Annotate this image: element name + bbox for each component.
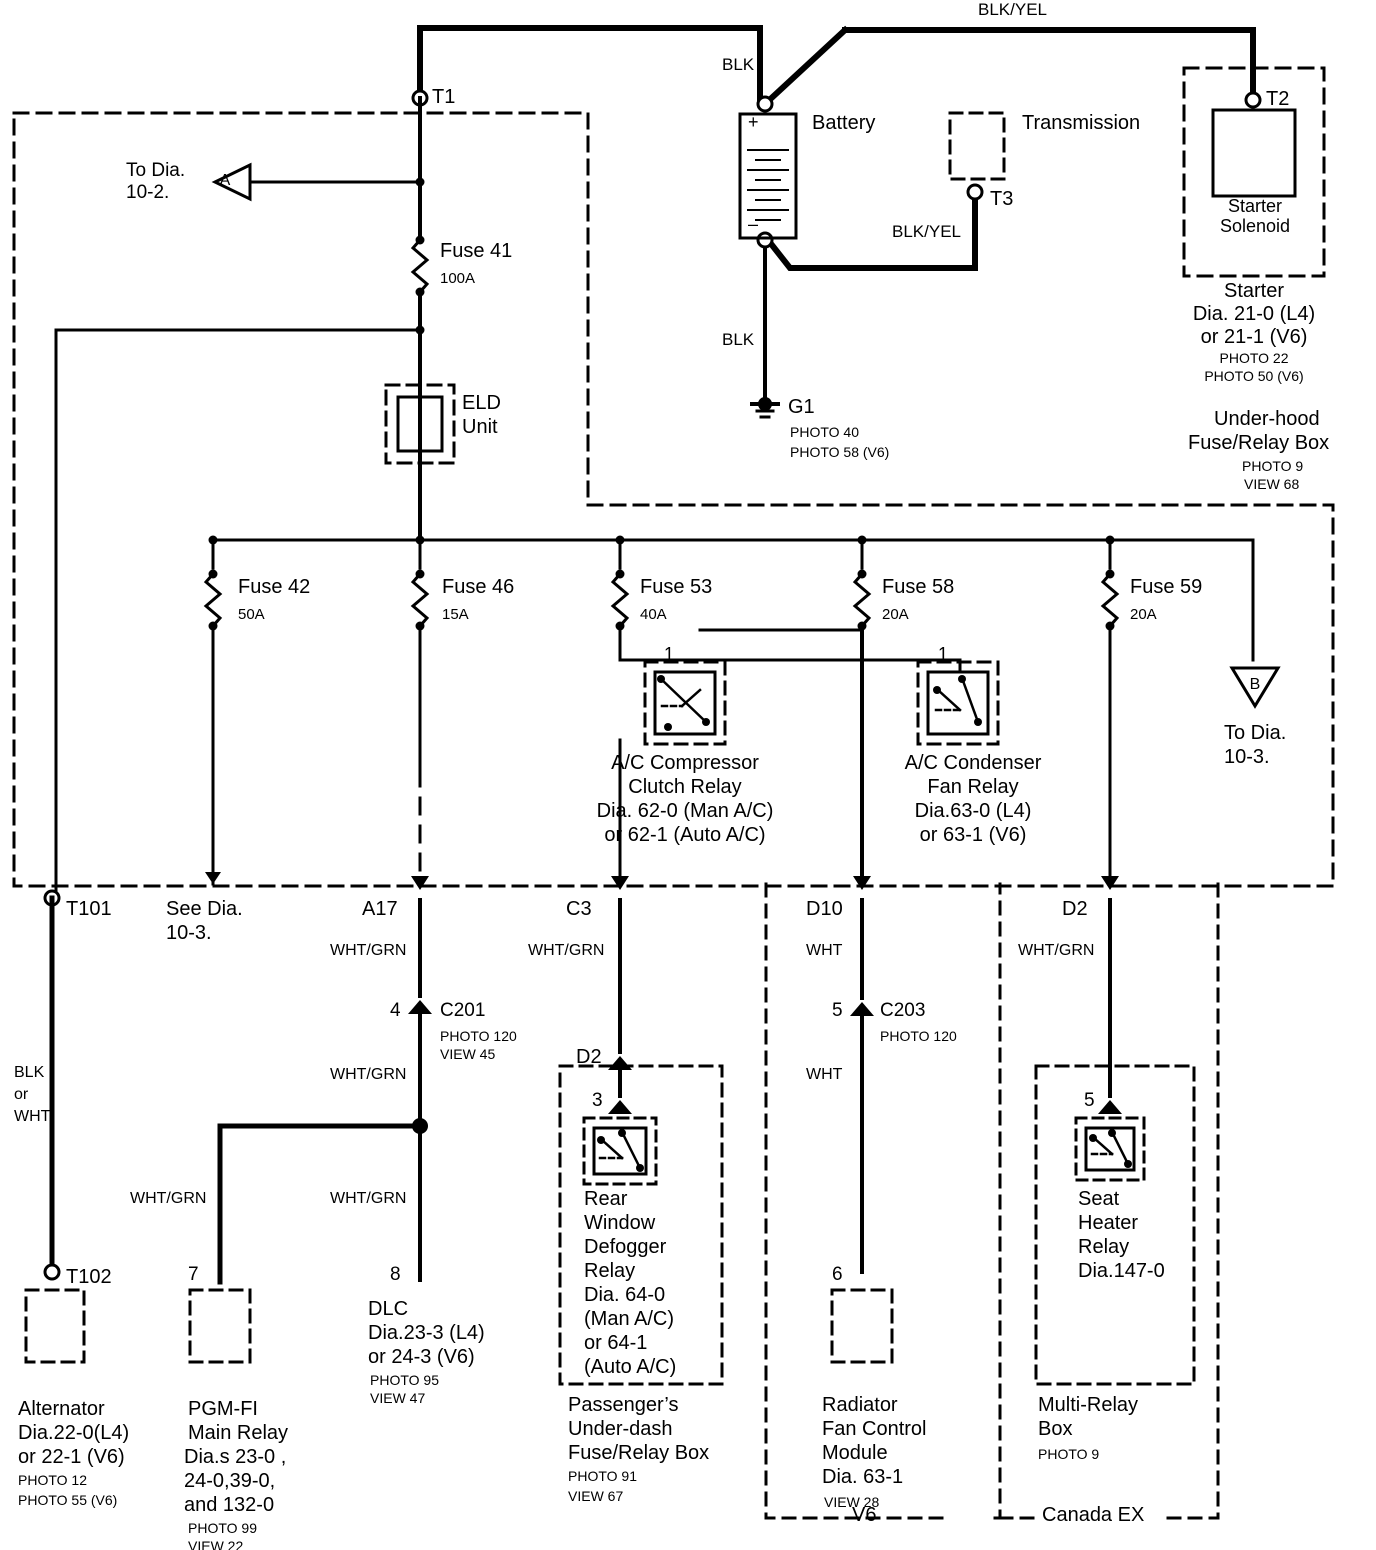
ac-condenser-relay-line1: A/C Condenser <box>904 752 1042 774</box>
to-dia-a-marker: A <box>219 172 231 189</box>
underhood-box-line1: Under-hood <box>1214 408 1320 430</box>
multi-relay-photo: PHOTO 9 <box>1038 1446 1100 1462</box>
rear-defogger-line1: Rear <box>584 1188 628 1210</box>
passenger-box-line3: Fuse/Relay Box <box>568 1442 710 1464</box>
fuse-53-rating: 40A <box>640 606 667 623</box>
node-t101: T101 <box>66 898 112 920</box>
alternator-line3: or 22-1 (V6) <box>18 1446 125 1468</box>
rear-defogger-line4: Relay <box>584 1260 636 1282</box>
c203-photo: PHOTO 120 <box>880 1028 957 1044</box>
c203-name: C203 <box>880 1000 926 1021</box>
radiator-fan-view: VIEW 28 <box>824 1494 880 1510</box>
underhood-box-line2: Fuse/Relay Box <box>1188 432 1330 454</box>
battery-label: Battery <box>812 112 876 134</box>
pgmfi-pin: 7 <box>188 1264 199 1285</box>
to-dia-b-marker: B <box>1249 676 1261 693</box>
starter-caption-line2: Dia. 21-0 (L4) <box>1192 303 1316 325</box>
wire-label-d10-low: WHT <box>806 1066 843 1083</box>
wire-label-d2: WHT/GRN <box>1018 942 1095 959</box>
eld-line1: ELD <box>462 392 501 414</box>
dlc-photo: PHOTO 95 <box>370 1372 439 1388</box>
wire-label-t101-2: or <box>14 1086 29 1103</box>
battery-minus-sign: – <box>748 214 759 234</box>
fuse-59-name: Fuse 59 <box>1130 576 1203 598</box>
wire-label-blk-yel-top: BLK/YEL <box>978 0 1047 19</box>
fuse-41-rating: 100A <box>440 270 476 287</box>
dlc-view: VIEW 47 <box>370 1390 426 1406</box>
dlc-line3: or 24-3 (V6) <box>368 1346 475 1368</box>
to-dia-a-line2: 10-2. <box>126 182 170 203</box>
ac-condenser-relay-pin: 1 <box>938 644 949 664</box>
ground-label-g1: G1 <box>788 396 815 418</box>
fuse-46-rating: 15A <box>442 606 469 623</box>
radiator-fan-line4: Dia. 63-1 <box>822 1466 904 1488</box>
node-c3: C3 <box>566 898 592 920</box>
wire-label-a17-low: WHT/GRN <box>330 1190 407 1207</box>
seat-heater-line2: Heater <box>1078 1212 1139 1234</box>
fuse-58-rating: 20A <box>882 606 909 623</box>
passenger-box-line1: Passenger’s <box>568 1394 679 1416</box>
passenger-box-photo: PHOTO 91 <box>568 1468 637 1484</box>
node-a17: A17 <box>362 898 398 920</box>
fuse-46-name: Fuse 46 <box>442 576 515 598</box>
pgmfi-line2: Main Relay <box>188 1422 289 1444</box>
rear-defogger-line2: Window <box>584 1212 656 1234</box>
node-d10: D10 <box>806 898 843 920</box>
rear-defogger-pin: 3 <box>592 1090 603 1111</box>
fuse-53-name: Fuse 53 <box>640 576 713 598</box>
fuse-58-name: Fuse 58 <box>882 576 955 598</box>
c201-pin: 4 <box>390 1000 401 1021</box>
ac-compressor-relay-line3: Dia. 62-0 (Man A/C) <box>596 800 774 822</box>
wire-label-t101-1: BLK <box>14 1064 45 1081</box>
starter-solenoid-line2: Solenoid <box>1219 216 1291 236</box>
pgmfi-line4: 24-0,39-0, <box>184 1470 276 1492</box>
underhood-box-photo: PHOTO 9 <box>1242 458 1304 474</box>
rear-defogger-line5: Dia. 64-0 <box>584 1284 666 1306</box>
passenger-box-view: VIEW 67 <box>568 1488 624 1504</box>
wire-label-a17-mid: WHT/GRN <box>330 1066 407 1083</box>
battery-plus-sign: + <box>748 112 759 132</box>
node-d2-fusebox: D2 <box>1062 898 1088 920</box>
starter-solenoid-line1: Starter <box>1227 196 1283 216</box>
ground-photo-2: PHOTO 58 (V6) <box>790 444 890 460</box>
ac-compressor-relay-line1: A/C Compressor <box>611 752 759 774</box>
multi-relay-line1: Multi-Relay <box>1038 1394 1139 1416</box>
pgmfi-line1: PGM-FI <box>188 1398 258 1420</box>
multi-relay-line2: Box <box>1038 1418 1073 1440</box>
to-dia-b-line1: To Dia. <box>1224 722 1287 744</box>
transmission-label: Transmission <box>1022 112 1141 134</box>
see-dia-line2: 10-3. <box>166 922 212 944</box>
radiator-fan-line1: Radiator <box>822 1394 898 1416</box>
ac-condenser-relay-line4: or 63-1 (V6) <box>919 824 1027 846</box>
eld-line2: Unit <box>462 416 498 438</box>
radiator-fan-pin: 6 <box>832 1264 843 1285</box>
wire-label-d10-top: WHT <box>806 942 843 959</box>
rear-defogger-terminal-d2: D2 <box>576 1046 602 1068</box>
radiator-fan-line2: Fan Control <box>822 1418 927 1440</box>
dlc-pin: 8 <box>390 1264 401 1285</box>
seat-heater-line1: Seat <box>1078 1188 1120 1210</box>
to-dia-b-line2: 10-3. <box>1224 746 1270 768</box>
node-t1: T1 <box>432 86 456 108</box>
node-t2: T2 <box>1266 88 1290 110</box>
starter-caption-line1: Starter <box>1223 280 1285 302</box>
alternator-line2: Dia.22-0(L4) <box>18 1422 130 1444</box>
ac-condenser-relay-line3: Dia.63-0 (L4) <box>914 800 1032 822</box>
ground-photo-1: PHOTO 40 <box>790 424 859 440</box>
starter-photo-2: PHOTO 50 (V6) <box>1204 368 1304 384</box>
passenger-box-line2: Under-dash <box>568 1418 673 1440</box>
c201-photo: PHOTO 120 <box>440 1028 517 1044</box>
fuse-42-rating: 50A <box>238 606 265 623</box>
variant-label-canada-ex: Canada EX <box>1042 1504 1145 1526</box>
c203-pin: 5 <box>832 1000 843 1021</box>
variant-label-v6: V6 <box>852 1504 877 1526</box>
alternator-photo-1: PHOTO 12 <box>18 1472 87 1488</box>
dlc-line2: Dia.23-3 (L4) <box>368 1322 485 1344</box>
dlc-line1: DLC <box>368 1298 409 1320</box>
fuse-41-name: Fuse 41 <box>440 240 513 262</box>
ac-compressor-relay-pin: 1 <box>664 644 675 664</box>
wire-label-blk-yel-trans: BLK/YEL <box>892 222 961 241</box>
c201-view: VIEW 45 <box>440 1046 496 1062</box>
seat-heater-pin: 5 <box>1084 1090 1095 1111</box>
to-dia-a-line1: To Dia. <box>126 160 186 181</box>
see-dia-line1: See Dia. <box>166 898 243 920</box>
wire-label-blk-battery: BLK <box>722 55 755 74</box>
node-t102: T102 <box>66 1266 112 1288</box>
wire-label-pgmfi: WHT/GRN <box>130 1190 207 1207</box>
ac-condenser-relay-line2: Fan Relay <box>927 776 1019 798</box>
rear-defogger-line7: or 64-1 <box>584 1332 648 1354</box>
wire-label-a17-top: WHT/GRN <box>330 942 407 959</box>
wire-label-t101-3: WHT <box>14 1108 51 1125</box>
starter-caption-line3: or 21-1 (V6) <box>1200 326 1308 348</box>
node-t3: T3 <box>990 188 1014 210</box>
wire-label-c3: WHT/GRN <box>528 942 605 959</box>
pgmfi-line3: Dia.s 23-0 , <box>184 1446 287 1468</box>
rear-defogger-line6: (Man A/C) <box>584 1308 675 1330</box>
ac-compressor-relay-line2: Clutch Relay <box>628 776 742 798</box>
fuse-59-rating: 20A <box>1130 606 1157 623</box>
rear-defogger-line8: (Auto A/C) <box>584 1356 677 1378</box>
pgmfi-line5: and 132-0 <box>184 1494 275 1516</box>
alternator-photo-2: PHOTO 55 (V6) <box>18 1492 118 1508</box>
seat-heater-line4: Dia.147-0 <box>1078 1260 1165 1282</box>
starter-photo-1: PHOTO 22 <box>1219 350 1289 366</box>
rear-defogger-line3: Defogger <box>584 1236 667 1258</box>
pgmfi-photo: PHOTO 99 <box>188 1520 257 1536</box>
alternator-line1: Alternator <box>18 1398 105 1420</box>
c201-name: C201 <box>440 1000 486 1021</box>
pgmfi-view: VIEW 22 <box>188 1538 244 1550</box>
radiator-fan-line3: Module <box>822 1442 888 1464</box>
underhood-box-view: VIEW 68 <box>1244 476 1300 492</box>
ac-compressor-relay-line4: or 62-1 (Auto A/C) <box>604 824 766 846</box>
wire-label-blk-ground: BLK <box>722 330 755 349</box>
seat-heater-line3: Relay <box>1078 1236 1130 1258</box>
fuse-42-name: Fuse 42 <box>238 576 311 598</box>
